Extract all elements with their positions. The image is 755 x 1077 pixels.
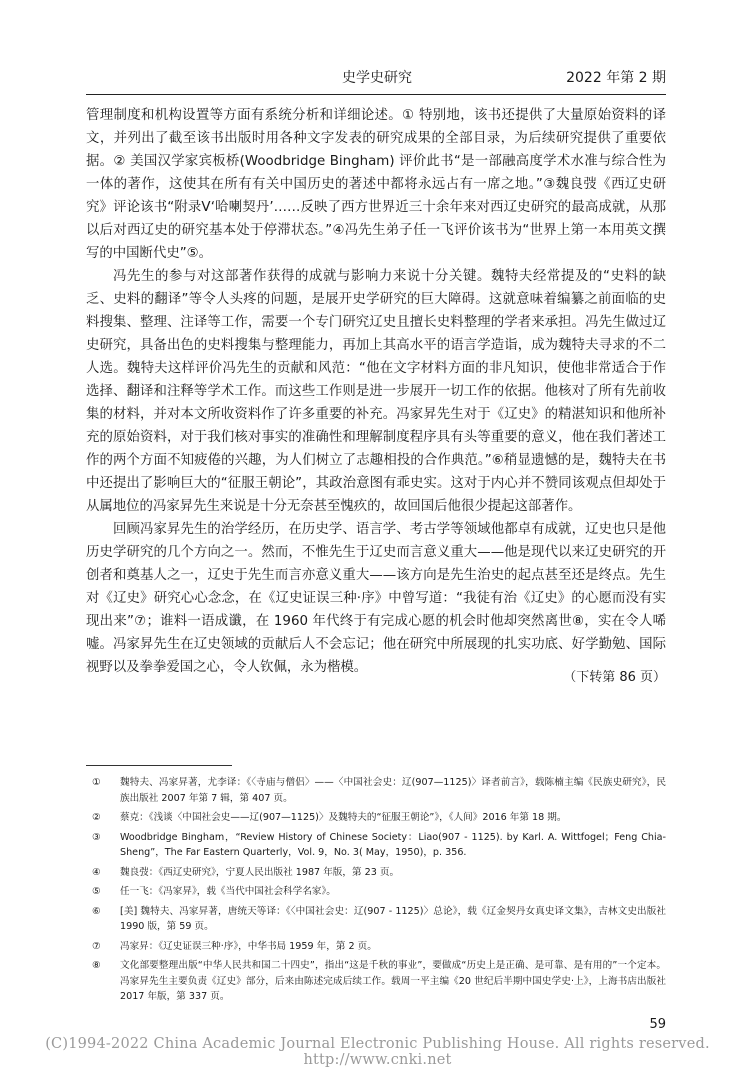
article-body [86,104,666,679]
footnote [92,775,666,806]
footnote-text: 任一飞：《冯家昇》，载《当代中国社会科学名家》。 [120,886,336,897]
footnote-mark: ⑥ [92,905,101,917]
footnote-mark: ① [92,777,101,788]
footnote [92,865,666,881]
footnote [92,830,666,861]
footnote-text: 魏特夫、冯家昇著，尤李译：《〈寺庙与僧侣〉——〈中国社会史：辽(907—1125)〉译者前言》，载陈楠主编《民族史研究》，民族出版社 2007 年第 7 辑，第 407 页。 [120,777,666,804]
header-rule [86,94,666,95]
footnote-text: 魏良弢：《西辽史研究》，宁夏人民出版社 1987 年版，第 23 页。 [120,866,400,878]
footnote-mark: ③ [92,831,101,843]
footnote-mark: ⑤ [92,886,101,897]
copyright-watermark: (C)1994-2022 China Academic Journal Electronic Publishing House. All rights reserved. http://www.cnki.net [45,1036,710,1068]
footnote-rule [86,765,232,766]
continued-note: （下转第 86 页） [563,670,666,685]
footnote-text: [美] 魏特夫、冯家昇著，唐统天等译：《〈中国社会史：辽(907 - 1125)〉总论》，载《辽金契丹女真史译文集》，吉林文史出版社 1990 版，第 59 页。 [120,905,666,932]
footnote-mark: ② [92,812,101,823]
paragraph: 回顾冯家昇先生的治学经历，在历史学、语言学、考古学等领域他都卓有成就，辽史也只是他历史学研究的几个方向之一。然而，不惟先生于辽史而言意义重大——他是现代以来辽史研究的开创者和奠基人之一，辽史于先生而言亦意义重大——该方向是先生治史的起点甚至还是终点。先生对《辽史》研究心心念念，在《辽史证误三种·序》中曾写道：“我徒有治《辽史》的心愿而没有实现出来”⑦；谁料一语成谶，在 1960 年代终于有完成心愿的机会时他却突然离世⑧，实在令人唏嘘。冯家昇先生在辽史领域的贡献后人不会忘记；他在研究中所展现的扎实功底、好学勤勉、国际视野以及拳拳爱国之心，令人钦佩，永为楷模。 [86,522,666,675]
footnote-text: 蔡克：《浅谈〈中国社会史——辽(907—1125)〉及魏特夫的“征服王朝论”》，《人间》2016 年第 18 期。 [120,812,567,823]
paragraph: 管理制度和机构设置等方面有系统分析和详细论述。① 特别地，该书还提供了大量原始资料的译文，并列出了截至该书出版时用各种文字发表的研究成果的全部目录，为后续研究提供了重要依据。② 美国汉学家宾板桥(Woodbridge Bingham) 评价此书“是一部融高度学术水准与综合性为一体的著作，这使其在所有有关中国历史的著述中都将永远占有一席之地。”③魏良弢《西辽史研究》评论该书“附录Ⅴ‘哈喇契丹’……反映了西方世界近三十余年来对西辽史研究的最高成就，从那以后对西辽史的研究基本处于停滞状态。”④冯先生弟子任一飞评价该书为“世界上第一本用英文撰写的中国断代史”⑤。 [86,108,666,261]
footnote [92,939,666,955]
running-header [86,66,666,90]
footnote [92,904,666,935]
footnote-mark: ⑦ [92,940,101,952]
paragraph: 冯先生的参与对这部著作获得的成就与影响力来说十分关键。魏特夫经常提及的“史料的缺乏、史料的翻译”等令人头疼的问题，是展开史学研究的巨大障碍。这就意味着编纂之前面临的史料搜集、整理、注译等工作，需要一个专门研究辽史且擅长史料整理的学者来承担。冯先生做过辽史研究，具备出色的史料搜集与整理能力，再加上其高水平的语言学造诣，成为魏特夫寻求的不二人选。魏特夫这样评价冯先生的贡献和风范：“他在文字材料方面的非凡知识，使他非常适合于作选择、翻译和注释等学术工作。而这些工作则是进一步展开一切工作的依据。他核对了所有先前收集的材料，并对本文所收资料作了许多重要的补充。冯家昇先生对于《辽史》的精湛知识和他所补充的原始资料，对于我们核对事实的准确性和理解制度程序具有头等重要的意义，他在我们著述工作的两个方面不知疲倦的兴趣，为人们树立了志趣相投的合作典范。”⑥稍显遗憾的是，魏特夫在书中还提出了影响巨大的“征服王朝论”，其政治意图有乖史实。这对于内心并不赞同该观点但却处于从属地位的冯家昇先生来说是十分无奈甚至愧疚的，故回国后他很少提起这部著作。 [86,269,666,514]
issue-label: 2022 年第 2 期 [566,70,666,86]
footnote-text: 冯家昇：《辽史证误三种·序》，中华书局 1959 年，第 2 页。 [120,940,377,952]
footnote-text: Woodbridge Bingham，“Review History of Chinese Society：Liao(907 - 1125). by Karl. A. Wittfogel；Feng Chia-Sheng”，The Far Eastern Quarterly，Vol. 9，No. 3( May，1950)，p. 356. [120,831,666,858]
footnote-mark: ⑧ [92,960,101,971]
footnotes [92,775,666,1009]
footnote [92,958,666,1005]
page-number: 59 [649,1017,666,1032]
footnote-mark: ④ [92,866,101,878]
footnote-text: 文化部要整理出版“中华人民共和国二十四史”，指出“这是千秋的事业”，要做成“历史上是正确、是可靠、是有用的”一个定本。冯家昇先生主要负责《辽史》部分，后来由陈述完成后续工作。载周一平主编《20 世纪后半期中国史学史·上》，上海书店出版社 2017 年版，第 337 页。 [120,960,666,1002]
footnote [92,884,666,900]
journal-title: 史学史研究 [342,70,412,86]
footnote [92,810,666,826]
